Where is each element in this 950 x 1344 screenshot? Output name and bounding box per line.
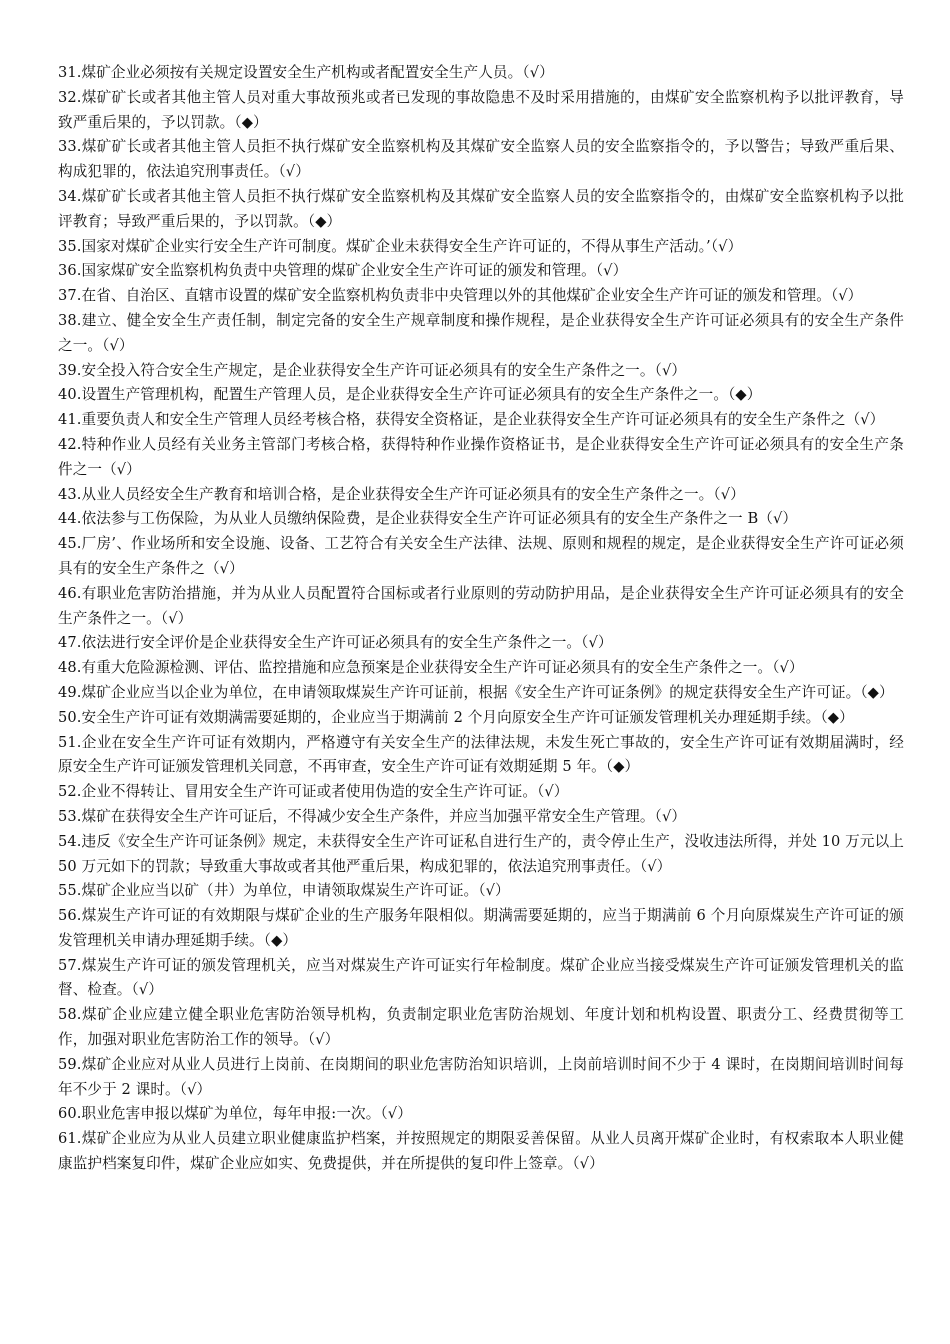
- question-60: 60.职业危害申报以煤矿为单位，每年申报:一次。（√）: [58, 1105, 412, 1123]
- question-41: 41.重要负责人和安全生产管理人员经考核合格，获得安全资格证，是企业获得安全生产许可证必须具有的安全生产条件之（√）: [58, 411, 885, 429]
- question-39: 39.安全投入符合安全生产规定，是企业获得安全生产许可证必须具有的安全生产条件之一。（√）: [58, 361, 687, 379]
- question-58: 58.煤矿企业应建立健全职业危害防治领导机构，负责制定职业危害防治规划、年度计划和机构设置、职责分工、经费贯彻等工作，加强对职业危害防治工作的领导。（√）: [58, 1006, 904, 1049]
- question-61: 61.煤矿企业应为从业人员建立职业健康监护档案，并按照规定的期限妥善保留。从业人员离开煤矿企业时，有权索取本人职业健康监护档案复印件，煤矿企业应如实、免费提供，并在所提供的复印件上签章。（√）: [58, 1130, 904, 1173]
- question-40: 40.设置生产管理机构，配置生产管理人员，是企业获得安全生产许可证必须具有的安全生产条件之一。（◆）: [58, 386, 762, 404]
- document-body: [58, 61, 904, 1177]
- question-31: 31.煤矿企业必须按有关规定设置安全生产机构或者配置安全生产人员。（√）: [58, 64, 554, 81]
- question-43: 43.从业人员经安全生产教育和培训合格，是企业获得安全生产许可证必须具有的安全生产条件之一。（√）: [58, 485, 745, 503]
- question-44: 44.依法参与工伤保险，为从业人员缴纳保险费，是企业获得安全生产许可证必须具有的安全生产条件之一 B（√）: [58, 510, 798, 528]
- question-49: 49.煤矿企业应当以企业为单位，在申请领取煤炭生产许可证前，根据《安全生产许可证条例》的规定获得安全生产许可证。（◆）: [58, 683, 894, 701]
- question-35: 35.国家对煤矿企业实行安全生产许可制度。煤矿企业未获得安全生产许可证的，不得从事生产活动。’（√）: [58, 237, 743, 255]
- question-52: 52.企业不得转让、冒用安全生产许可证或者使用伪造的安全生产许可证。（√）: [58, 783, 569, 801]
- question-57: 57.煤炭生产许可证的颁发管理机关，应当对煤炭生产许可证实行年检制度。煤矿企业应当接受煤炭生产许可证颁发管理机关的监督、检查。（√）: [58, 956, 904, 999]
- question-45: 45.厂房’、作业场所和安全设施、设备、工艺符合有关安全生产法律、法规、原则和规程的规定，是企业获得安全生产许可证必须具有的安全生产条件之（√）: [58, 535, 904, 577]
- question-59: 59.煤矿企业应对从业人员进行上岗前、在岗期间的职业危害防治知识培训，上岗前培训时间不少于 4 课时，在岗期间培训时间每年不少于 2 课时。（√）: [58, 1055, 904, 1098]
- question-36: 36.国家煤矿安全监察机构负责中央管理的煤矿企业安全生产许可证的颁发和管理。（√）: [58, 262, 628, 280]
- question-53: 53.煤矿在获得安全生产许可证后，不得减少安全生产条件，并应当加强平常安全生产管理。（√）: [58, 807, 687, 825]
- question-33: 33.煤矿矿长或者其他主管人员拒不执行煤矿安全监察机构及其煤矿安全监察人员的安全监察指令的，予以警告；导致严重后果、构成犯罪的，依法追究刑事责任。（√）: [58, 138, 904, 181]
- question-48: 48.有重大危险源检测、评估、监控措施和应急预案是企业获得安全生产许可证必须具有的安全生产条件之一。（√）: [58, 659, 804, 677]
- question-42: 42.特种作业人员经有关业务主管部门考核合格，获得特种作业操作资格证书，是企业获得安全生产许可证必须具有的安全生产条件之一（√）: [58, 435, 904, 478]
- question-56: 56.煤炭生产许可证的有效期限与煤矿企业的生产服务年限相似。期满需要延期的，应当于期满前 6 个月向原煤炭生产许可证的颁发管理机关申请办理延期手续。（◆）: [58, 907, 904, 949]
- question-51: 51.企业在安全生产许可证有效期内，严格遵守有关安全生产的法律法规，未发生死亡事故的，安全生产许可证有效期届满时，经原安全生产许可证颁发管理机关同意，不再审查，安全生产许可证有效期延期 5 年。（◆）: [58, 733, 904, 776]
- question-46: 46.有职业危害防治措施，并为从业人员配置符合国标或者行业原则的劳动防护用品，是企业获得安全生产许可证必须具有的安全生产条件之一。（√）: [58, 584, 904, 627]
- question-34: 34.煤矿矿长或者其他主管人员拒不执行煤矿安全监察机构及其煤矿安全监察人员的安全监察指令的，由煤矿安全监察机构予以批评教育；导致严重后果的，予以罚款。（◆）: [58, 187, 904, 230]
- question-38: 38.建立、健全安全生产责任制，制定完备的安全生产规章制度和操作规程，是企业获得安全生产许可证必须具有的安全生产条件之一。（√）: [58, 311, 904, 354]
- question-55: 55.煤矿企业应当以矿（井）为单位，申请领取煤炭生产许可证。（√）: [58, 882, 510, 900]
- question-54: 54.违反《安全生产许可证条例》规定，未获得安全生产许可证私自进行生产的，责令停止生产，没收违法所得，并处 10 万元以上 50 万元如下的罚款；导致重大事故或者其他严重后果，构成犯罪的，依法追究刑事责任。（√）: [58, 832, 904, 875]
- question-47: 47.依法进行安全评价是企业获得安全生产许可证必须具有的安全生产条件之一。（√）: [58, 634, 613, 652]
- question-32: 32.煤矿矿长或者其他主管人员对重大事故预兆或者已发现的事故隐患不及时采用措施的，由煤矿安全监察机构予以批评教育，导致严重后果的，予以罚款。（◆）: [58, 88, 904, 131]
- question-37: 37.在省、自治区、直辖市设置的煤矿安全监察机构负责非中央管理以外的其他煤矿企业安全生产许可证的颁发和管理。（√）: [58, 287, 863, 305]
- question-50: 50.安全生产许可证有效期满需要延期的，企业应当于期满前 2 个月向原安全生产许可证颁发管理机关办理延期手续。（◆）: [58, 708, 854, 726]
